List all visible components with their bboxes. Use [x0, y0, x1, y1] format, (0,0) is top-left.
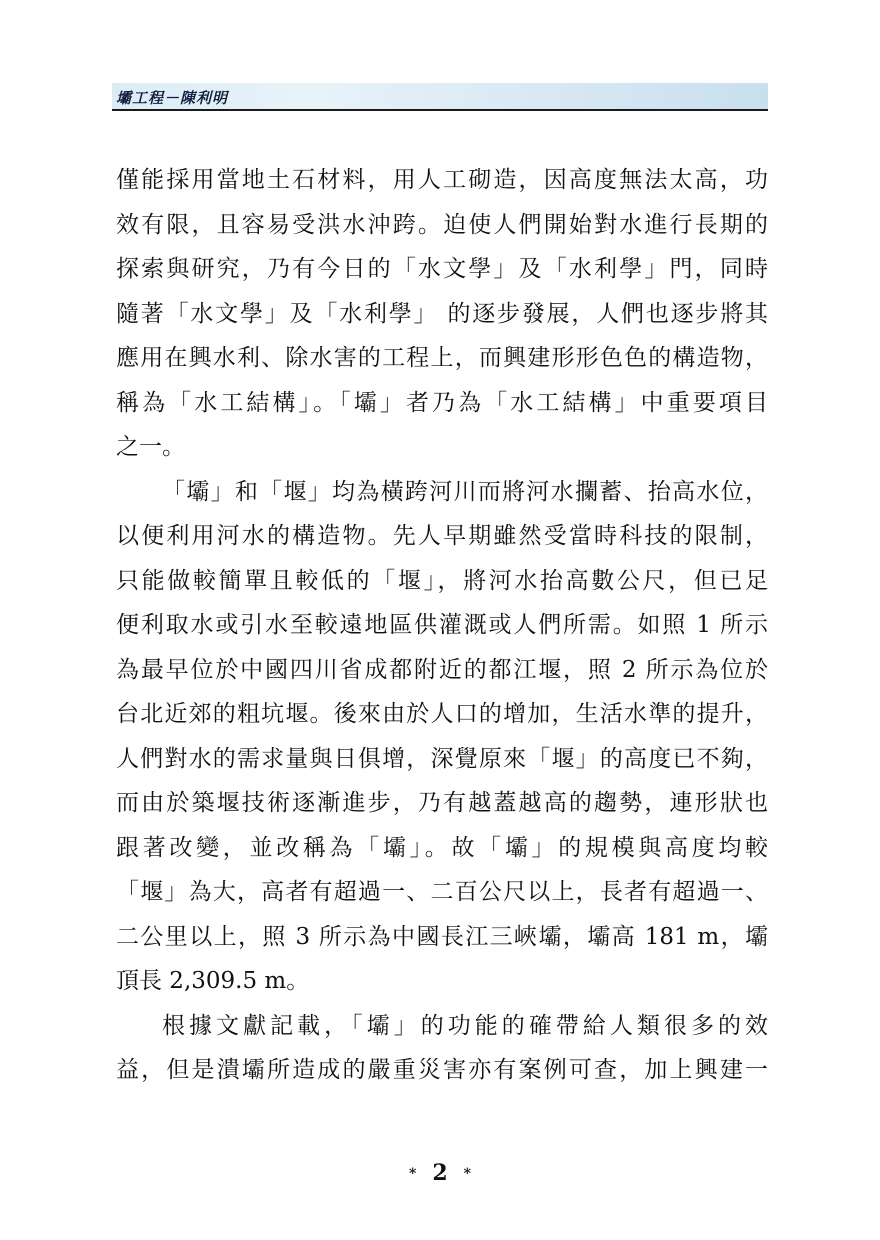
text-line: 只能做較簡單且較低的「堰」，將河水抬高數公尺，但已足 — [116, 567, 768, 594]
text-line: 隨著「水文學」及「水利學」 的逐步發展，人們也逐步將其 — [116, 300, 768, 327]
text-line: 以便利用河水的構造物。先人早期雖然受當時科技的限制， — [116, 523, 768, 549]
ornament-left: * — [409, 1166, 417, 1182]
page-footer — [0, 1160, 880, 1186]
text-line: 應用在興水利、除水害的工程上，而興建形形色色的構造物， — [116, 345, 768, 371]
paragraph-1 — [116, 158, 768, 470]
text-line: 人們對水的需求量與日俱增，深覺原來「堰」的高度已不夠， — [116, 745, 768, 772]
text-line: 二公里以上，照 3 所示為中國長江三峽壩，壩高 181 m，壩 — [116, 923, 768, 950]
running-header — [112, 83, 768, 111]
ornament-right: * — [463, 1166, 471, 1182]
text-line: 便利取水或引水至較遠地區供灌溉或人們所需。如照 1 所示 — [116, 612, 768, 638]
text-line: 「堰」為大，高者有超過一、二百公尺以上，長者有超過一、 — [116, 879, 768, 905]
text-line: 益，但是潰壩所造成的嚴重災害亦有案例可查，加上興建一 — [116, 1057, 768, 1083]
body-text — [116, 158, 768, 1093]
text-line: 「壩」和「堰」均為橫跨河川而將河水攔蓄、抬高水位， — [162, 478, 768, 505]
text-line: 之一。 — [116, 434, 185, 460]
page-number: 2 — [432, 1160, 448, 1186]
text-line: 效有限，且容易受洪水沖跨。迫使人們開始對水進行長期的 — [116, 211, 768, 238]
header-title: 壩工程－陳利明 — [116, 89, 229, 107]
text-line: 台北近郊的粗坑堰。後來由於人口的增加，生活水準的提升， — [116, 701, 768, 727]
paragraph-2 — [116, 470, 768, 1004]
text-line: 而由於築堰技術逐漸進步，乃有越蓋越高的趨勢，連形狀也 — [116, 790, 768, 816]
text-line: 根據文獻記載，「壩」的功能的確帶給人類很多的效 — [162, 1012, 768, 1039]
text-line: 稱為「水工結構」。「壩」者乃為「水工結構」中重要項目 — [116, 389, 768, 416]
text-line: 頂長 2,309.5 m。 — [116, 968, 310, 994]
paragraph-3 — [116, 1004, 768, 1093]
text-line: 僅能採用當地土石材料，用人工砌造，因高度無法太高，功 — [116, 167, 768, 193]
text-line: 探索與研究，乃有今日的「水文學」及「水利學」門，同時 — [116, 256, 768, 282]
text-line: 跟著改變，並改稱為「壩」。故「壩」的規模與高度均較 — [116, 834, 768, 861]
text-line: 為最早位於中國四川省成都附近的都江堰，照 2 所示為位於 — [116, 656, 768, 683]
